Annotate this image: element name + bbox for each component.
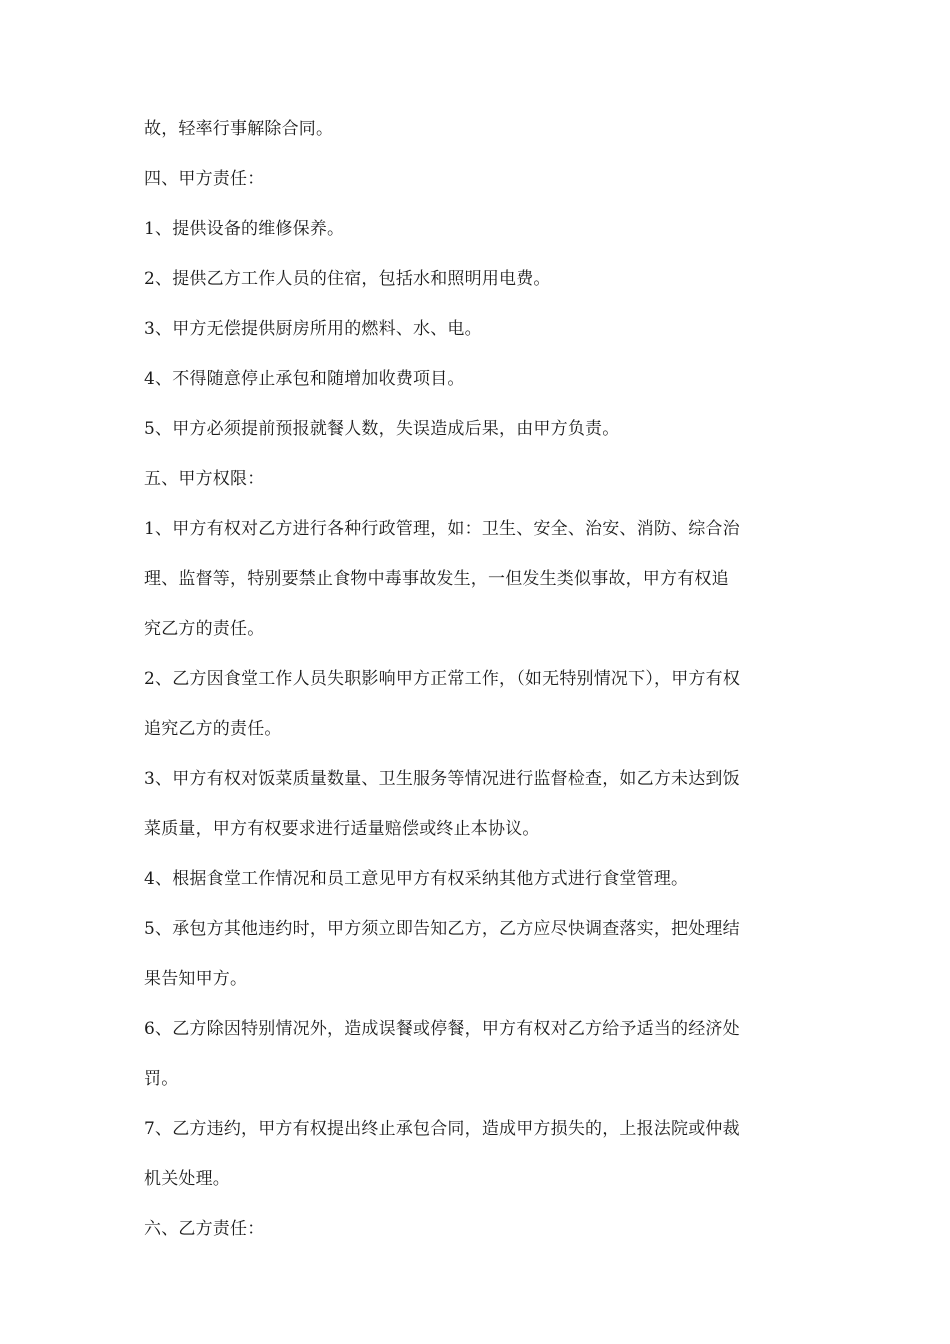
list-item: 4、根据食堂工作情况和员工意见甲方有权采纳其他方式进行食堂管理。: [144, 869, 689, 889]
list-item: 1、提供设备的维修保养。: [144, 219, 345, 239]
list-item: 1、甲方有权对乙方进行各种行政管理，如：卫生、安全、治安、消防、综合治: [144, 519, 740, 539]
text-line: 果告知甲方。: [144, 969, 248, 989]
document-body: [144, 104, 812, 1254]
text-line: 理、监督等，特别要禁止食物中毒事故发生，一但发生类似事故，甲方有权追: [144, 569, 729, 589]
section-heading: 四、甲方责任：: [144, 169, 265, 189]
list-item: 5、甲方必须提前预报就餐人数，失误造成后果，由甲方负责。: [144, 419, 620, 439]
text-line: 故，轻率行事解除合同。: [144, 119, 334, 139]
text-line: 菜质量，甲方有权要求进行适量赔偿或终止本协议。: [144, 819, 540, 839]
text-line: 追究乙方的责任。: [144, 719, 282, 739]
section-heading: 六、乙方责任：: [144, 1219, 265, 1239]
text-line: 究乙方的责任。: [144, 619, 265, 639]
list-item: 4、不得随意停止承包和随增加收费项目。: [144, 369, 465, 389]
text-line: 机关处理。: [144, 1169, 230, 1189]
list-item: 2、乙方因食堂工作人员失职影响甲方正常工作，（如无特别情况下），甲方有权: [144, 669, 741, 689]
list-item: 7、乙方违约，甲方有权提出终止承包合同，造成甲方损失的，上报法院或仲裁: [144, 1119, 740, 1139]
text-line: 罚。: [144, 1069, 179, 1089]
list-item: 5、承包方其他违约时，甲方须立即告知乙方，乙方应尽快调查落实，把处理结: [144, 919, 740, 939]
section-heading: 五、甲方权限：: [144, 469, 265, 489]
list-item: 3、甲方有权对饭菜质量数量、卫生服务等情况进行监督检查，如乙方未达到饭: [144, 769, 740, 789]
list-item: 6、乙方除因特别情况外，造成误餐或停餐，甲方有权对乙方给予适当的经济处: [144, 1019, 740, 1039]
list-item: 3、甲方无偿提供厨房所用的燃料、水、电。: [144, 319, 482, 339]
list-item: 2、提供乙方工作人员的住宿，包括水和照明用电费。: [144, 269, 551, 289]
